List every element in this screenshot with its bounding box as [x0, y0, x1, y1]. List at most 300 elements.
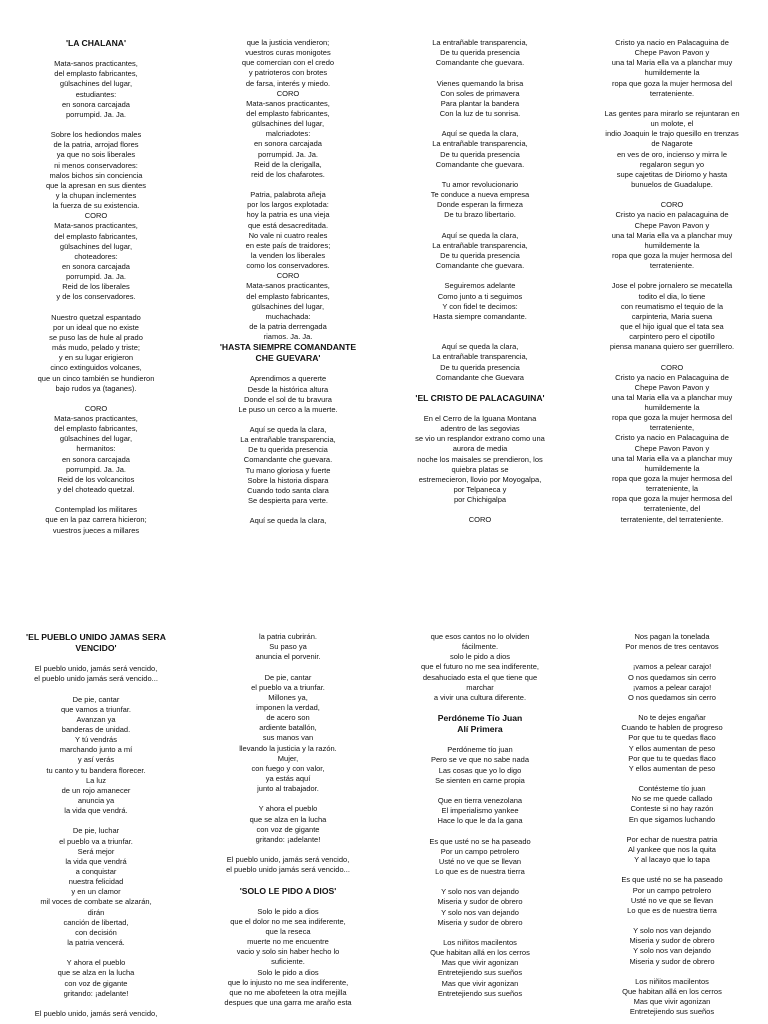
- lyric-line: ardiente batallón,: [259, 723, 317, 733]
- lyric-line: Miseria y sudor de obrero: [437, 897, 523, 907]
- lyric-line: De pie, cantar: [72, 694, 120, 704]
- stanza-gap: [392, 703, 568, 713]
- lyric-line: De tu querida presencia: [440, 362, 520, 372]
- lyric-line: Con soles de primavera: [440, 88, 520, 98]
- lyric-line: Y ahora el pueblo: [258, 804, 318, 814]
- lyric-line: Su paso ya: [269, 642, 307, 652]
- lyric-line: La luz: [85, 775, 106, 785]
- lyric-line: de farsa, interés y miedo.: [245, 78, 331, 88]
- lyric-line: muerte no me encuentre: [247, 937, 329, 947]
- lyric-line: CORO: [468, 515, 492, 525]
- column-8: [576, 632, 768, 1024]
- lyric-line: vuestros curas monigotes: [245, 48, 331, 58]
- lyric-line: Cuando todo santa clara: [247, 485, 329, 495]
- lyric-line: porrumpid. Ja. Ja.: [257, 149, 319, 159]
- lyric-line: desahuciado esta el que tiene que: [422, 672, 538, 682]
- lyric-line: el pueblo va a triunfar.: [59, 836, 133, 846]
- lyric-line: del emplasto fabricantes,: [54, 69, 138, 79]
- stanza-gap: [8, 999, 184, 1009]
- lyric-line: que se alza en la lucha: [249, 814, 327, 824]
- lyric-line: Y al lacayo que lo tapa: [634, 855, 710, 865]
- lyric-line: Te conduce a nueva empresa: [430, 190, 530, 200]
- lyric-line: adentro de las segovias: [440, 424, 520, 434]
- lyric-line: malcriadotes:: [265, 129, 311, 139]
- lyric-line: Por echar de nuestra patria: [626, 834, 718, 844]
- lyric-line: CORO: [84, 403, 108, 413]
- stanza-gap: [8, 394, 184, 404]
- lyric-line: Reid de la clerigalla,: [254, 159, 322, 169]
- lyric-line: Y solo nos van dejando: [441, 887, 519, 897]
- lyric-line: que un cinco también se hundieron: [37, 373, 155, 383]
- stanza-gap: [8, 495, 184, 505]
- stanza-gap: [584, 703, 760, 713]
- stanza-gap: [8, 654, 184, 664]
- lyric-line: que vamos a triunfar.: [60, 704, 132, 714]
- lyric-line: La entrañable transparencia,: [240, 435, 336, 445]
- lyric-line: Con la luz de tu sonrisa.: [439, 108, 521, 118]
- lyric-line: No vale ni cuatro reales: [248, 230, 328, 240]
- lyric-line: porrumpid. Ja. Ja.: [65, 464, 127, 474]
- lyric-line: ni menos conservadores:: [54, 160, 138, 170]
- lyric-line: Usté no ve que se llevan: [630, 895, 714, 905]
- stanza-gap: [8, 303, 184, 313]
- stanza-gap: [392, 383, 568, 393]
- stanza-gap: [200, 364, 376, 374]
- lyric-line: ¡vamos a pelear carajo!: [632, 662, 712, 672]
- lyric-line: el pueblo unido jamás será vencido...: [226, 865, 350, 875]
- stanza-gap: [392, 505, 568, 515]
- lyric-line: Mujer,: [277, 753, 299, 763]
- lyric-line: en sonora carcajada: [254, 139, 322, 149]
- lyric-line: Cristo ya nacio en palacaguina de: [615, 210, 729, 220]
- lyric-line: y de los conservadores.: [56, 292, 136, 302]
- lyric-line: Aprendimos a quererte: [249, 374, 327, 384]
- lyric-line: con fuego y con valor,: [251, 763, 325, 773]
- lyric-line: Patria, palabrota añeja: [250, 190, 326, 200]
- lyric-line: con reumatismo el tequio de la: [620, 301, 724, 311]
- lyric-line: por un ideal que no existe: [53, 322, 139, 332]
- lyric-line: que la reseca: [265, 926, 311, 936]
- lyric-line: Tu mano gloriosa y fuerte: [245, 465, 331, 475]
- lyric-line: Usté no ve que se llevan: [438, 856, 522, 866]
- lyric-line: la patria vencerá.: [67, 937, 125, 947]
- lyric-line: Y con fidel te decimos:: [442, 301, 518, 311]
- lyric-line: y patrioteros con brotes: [248, 68, 328, 78]
- stanza-gap: [584, 190, 760, 200]
- lyric-line: Los niñitos macilentos: [443, 937, 517, 947]
- lyric-line: terrateniente,: [649, 423, 695, 433]
- lyric-line: y la chupan inclementes: [55, 190, 137, 200]
- lyric-line: en sonora carcajada: [62, 99, 130, 109]
- lyric-line: terrateniente.: [649, 261, 695, 271]
- lyric-line: Donde el sol de tu bravura: [244, 394, 332, 404]
- lyric-line: Mas que vivir agonizan: [441, 978, 519, 988]
- song-title: [392, 713, 568, 735]
- lyric-line: por Telpaneca y: [453, 485, 507, 495]
- stanza-gap: [392, 786, 568, 796]
- lyric-line: terrateniente, la: [645, 484, 699, 494]
- lyric-line: Cristo ya nacio en Palacaguina de: [615, 38, 729, 47]
- lyric-line: la fuerza de su existencia.: [52, 201, 140, 211]
- lyric-line: gülsachines del lugar,: [59, 241, 133, 251]
- bottom-row: [0, 632, 768, 1024]
- lyric-line: De tu querida presencia: [440, 149, 520, 159]
- lyric-line: estremecieron, llovio por Moyogalpa,: [418, 474, 542, 484]
- lyric-line: Chepe Pavon Pavon y: [634, 48, 710, 58]
- lyric-line: Chepe Pavon Pavon y: [634, 382, 710, 392]
- lyric-line: muchachada:: [265, 311, 311, 321]
- lyric-line: carpinteria, Maria suena: [631, 311, 713, 321]
- lyric-line: Sobre los hediondos males: [50, 130, 142, 140]
- stanza-gap: [392, 332, 568, 342]
- song-title-line: 'SOLO LE PIDO A DIOS': [239, 885, 337, 896]
- lyric-line: con voz de gigante: [64, 978, 128, 988]
- lyric-line: supe cajetitas de Diriomo y hasta: [616, 169, 728, 179]
- lyric-line: Y tú vendrás: [75, 735, 117, 745]
- lyric-line: suficiente.: [271, 957, 305, 967]
- lyric-line: Al yankee que nos la quita: [628, 844, 716, 854]
- column-3: [384, 38, 576, 598]
- lyric-line: carpintero pero el cipotillo: [629, 332, 715, 342]
- lyric-line: que está desacreditada.: [247, 220, 329, 230]
- song-title: [200, 342, 376, 364]
- lyric-line: Cuando te hablen de progreso: [621, 723, 723, 733]
- song-title: [392, 393, 568, 404]
- lyric-line: CORO: [276, 271, 300, 281]
- lyric-line: hermanitos:: [76, 444, 116, 454]
- lyric-line: Avanzan ya: [76, 714, 116, 724]
- lyric-line: gülsachines del lugar,: [251, 119, 325, 129]
- column-4: [576, 38, 768, 598]
- lyric-line: mil voces de combate se alzarán,: [40, 897, 152, 907]
- lyric-line: en ves de oro, incienso y mirra le: [616, 149, 728, 159]
- lyric-line: De tu querida presencia: [440, 250, 520, 260]
- lyric-line: Se sienten en carne propia: [435, 775, 525, 785]
- lyric-line: todito el dia, lo tiene: [638, 291, 706, 301]
- lyric-line: humildemente la: [644, 68, 700, 78]
- lyric-line: Lo que es de nuestra tierra: [435, 866, 525, 876]
- lyric-line: un molote, el: [650, 119, 694, 129]
- lyric-line: como los conservadores.: [246, 261, 330, 271]
- lyric-line: Pero se ve que no sabe nada: [431, 755, 529, 765]
- lyric-line: Hasta siempre comandante.: [433, 311, 527, 321]
- lyric-line: vacio y solo sin haber hecho lo: [236, 947, 340, 957]
- lyric-line: que el futuro no me sea indiferente,: [421, 662, 539, 672]
- lyric-line: que se alza en la lucha: [57, 968, 135, 978]
- lyric-line: terrateniente.: [649, 88, 695, 98]
- lyric-line: con voz de gigante: [256, 824, 320, 834]
- lyric-line: terrateniente, del terrateniente.: [620, 514, 724, 524]
- lyric-line: La entrañable transparencia,: [432, 38, 528, 47]
- stanza-gap: [392, 170, 568, 180]
- lyric-line: Cristo ya nacio en Palacaguina de: [615, 433, 729, 443]
- lyric-line: O nos quedamos sin cerro: [628, 692, 716, 702]
- lyric-line: Es que usté no se ha paseado: [621, 875, 723, 885]
- lyric-line: malos bichos sin conciencia: [49, 170, 143, 180]
- lyric-line: Miseria y sudor de obrero: [629, 936, 715, 946]
- lyric-line: indio Joaquin le trajo quesillo en trenzas: [605, 129, 739, 139]
- song-title-line: Perdóneme Tío Juan: [437, 713, 523, 724]
- lyric-line: del emplasto fabricantes,: [246, 108, 330, 118]
- lyric-line: ropa que goza la mujer hermosa del: [611, 494, 733, 504]
- lyric-line: llevando la justicia y la razón.: [239, 743, 337, 753]
- lyric-line: La entrañable transparencia,: [432, 240, 528, 250]
- lyric-line: Como junto a ti seguimos: [437, 291, 523, 301]
- lyric-line: banderas de unidad.: [61, 724, 131, 734]
- lyric-line: Entretejiendo sus sueños: [629, 1007, 715, 1017]
- stanza-gap: [200, 180, 376, 190]
- lyric-line: CORO: [276, 88, 300, 98]
- lyric-line: quiebra platas se: [451, 464, 509, 474]
- lyric-line: Hace lo que le da la gana: [437, 816, 523, 826]
- stanza-gap: [392, 271, 568, 281]
- lyric-line: bajo rudos ya (taganes).: [55, 383, 137, 393]
- song-title-line: CHE GUEVARA': [255, 353, 321, 364]
- lyric-line: El imperialismo yankee: [441, 806, 519, 816]
- lyric-line: ya que no sois liberales: [56, 150, 136, 160]
- lyric-line: Reid de los volcancitos: [57, 474, 135, 484]
- lyric-line: por Chichigalpa: [453, 495, 507, 505]
- lyric-line: Reid de los liberales: [62, 282, 130, 292]
- lyric-line: Solo le pido a dios: [257, 967, 319, 977]
- lyric-line: humildemente la: [644, 463, 700, 473]
- lyric-line: ropa que goza la mujer hermosa del: [611, 78, 733, 88]
- lyric-line: ropa que goza la mujer hermosa del: [611, 413, 733, 423]
- lyric-line: Chepe Pavon Pavon y: [634, 443, 710, 453]
- lyric-line: vuestros jueces a millares: [52, 525, 140, 535]
- song-title-line: 'LA CHALANA': [65, 38, 127, 48]
- lyric-line: que lo injusto no me sea indiferente,: [227, 977, 349, 987]
- lyric-line: De tu querida presencia: [248, 445, 328, 455]
- column-2: [192, 38, 384, 598]
- lyric-line: gülsachines del lugar,: [59, 434, 133, 444]
- lyric-line: hoy la patria es una vieja: [246, 210, 330, 220]
- column-5: [0, 632, 192, 1024]
- song-title: [8, 632, 184, 654]
- lyric-line: De pie, cantar: [264, 672, 312, 682]
- lyric-line: Aquí se queda la clara,: [249, 516, 327, 526]
- lyric-line: Chepe Pavon Pavon y: [634, 220, 710, 230]
- lyric-line: y en su lugar erigieron: [58, 353, 134, 363]
- lyric-line: el pueblo unido jamás será vencido...: [34, 674, 158, 684]
- lyric-line: regalaron segun yo: [639, 159, 705, 169]
- lyric-line: ya estás aquí: [265, 773, 311, 783]
- lyric-line: Perdóneme tío juan: [447, 745, 513, 755]
- lyric-line: choteadores:: [74, 251, 118, 261]
- lyric-line: Por que tu te quedas flaco: [628, 753, 716, 763]
- lyric-line: La entrañable transparencia,: [432, 352, 528, 362]
- lyric-line: Aquí se queda la clara,: [441, 230, 519, 240]
- lyric-line: de la patria, arrojad flores: [53, 140, 139, 150]
- lyric-line: Por un campo petrolero: [440, 846, 520, 856]
- lyric-line: Nuestro quetzal espantado: [51, 312, 141, 322]
- lyric-line: y del choteado quetzal.: [57, 485, 135, 495]
- song-title-line: Alí Primera: [457, 724, 503, 735]
- lyric-line: Miseria y sudor de obrero: [437, 917, 523, 927]
- song-title-line: 'EL CRISTO DE PALACAGUINA': [415, 392, 545, 403]
- lyric-line: Comandante che guevara.: [243, 455, 333, 465]
- lyric-line: Que en tierra venezolana: [437, 795, 523, 805]
- lyric-line: Nos pagan la tonelada: [634, 632, 710, 641]
- lyric-line: una tal Maria ella va a planchar muy: [611, 392, 733, 402]
- lyric-line: humildemente la: [644, 403, 700, 413]
- lyric-line: Tu amor revolucionario: [441, 179, 519, 189]
- lyric-line: bunuelos de Guadalupe.: [631, 179, 713, 189]
- lyric-line: reid de los chafarotes.: [251, 169, 325, 179]
- lyric-line: El pueblo unido, jamás será vencido,: [34, 664, 158, 674]
- lyric-line: porrumpid. Ja. Ja.: [65, 272, 127, 282]
- lyric-line: una tal Maria ella va a planchar muy: [611, 58, 733, 68]
- lyric-line: Le puso un cerco a la muerte.: [238, 404, 338, 414]
- stanza-gap: [584, 352, 760, 362]
- lyric-line: en sonora carcajada: [62, 454, 130, 464]
- lyric-line: Por que tu te quedas flaco: [628, 733, 716, 743]
- stanza-gap: [392, 221, 568, 231]
- lyric-line: marchar: [466, 682, 494, 692]
- lyric-line: gülsachines del lugar,: [59, 79, 133, 89]
- lyric-line: se puso las de hule al prado: [49, 332, 143, 342]
- lyric-line: la venden los liberales: [250, 250, 326, 260]
- stanza-gap: [584, 916, 760, 926]
- lyric-line: Entretejiendo sus sueños: [437, 988, 523, 998]
- lyric-line: Las cosas que yo lo digo: [438, 765, 522, 775]
- lyric-line: Aquí se queda la clara,: [441, 342, 519, 352]
- lyric-line: Y solo nos van dejando: [633, 926, 711, 936]
- lyric-line: Mata-sanos practicantes,: [246, 281, 330, 291]
- stanza-gap: [392, 877, 568, 887]
- lyric-line: De pie, luchar: [72, 826, 120, 836]
- lyric-line: anuncia el porvenir.: [255, 652, 321, 662]
- lyric-line: aurora de media: [452, 444, 508, 454]
- lyric-line: en este país de traidores;: [245, 240, 331, 250]
- lyric-line: Lo que es de nuestra tierra: [627, 905, 717, 915]
- lyric-line: el pueblo va a triunfar.: [251, 682, 325, 692]
- lyric-line: CORO: [660, 200, 684, 210]
- lyric-line: solo le pido a dios: [449, 652, 511, 662]
- lyric-line: con decisión: [75, 927, 117, 937]
- lyric-line: piensa manana quiero ser guerrillero.: [609, 342, 735, 352]
- lyric-line: que comercian con el credo: [241, 58, 335, 68]
- lyric-line: noche los maisales se prendieron, los: [417, 454, 543, 464]
- lyric-line: Comandante che guevara.: [435, 261, 525, 271]
- lyric-line: estudiantes:: [75, 89, 117, 99]
- lyric-line: En que sigamos luchando: [628, 814, 716, 824]
- lyric-line: una tal Maria ella va a planchar muy: [611, 230, 733, 240]
- lyric-line: Para plantar la bandera: [440, 98, 520, 108]
- lyric-line: La entrañable transparencia,: [432, 139, 528, 149]
- lyric-line: junto al trabajador.: [257, 784, 319, 794]
- lyric-line: ropa que goza la mujer hermosa del: [611, 250, 733, 260]
- lyric-line: de acero son: [266, 713, 310, 723]
- lyric-line: CORO: [84, 211, 108, 221]
- lyric-line: O nos quedamos sin cerro: [628, 672, 716, 682]
- lyric-line: No te dejes engañar: [638, 713, 706, 723]
- stanza-gap: [392, 119, 568, 129]
- lyric-line: más mudo, pelado y triste;: [52, 343, 140, 353]
- lyric-line: El pueblo unido, jamás será vencido,: [34, 1008, 158, 1018]
- lyric-line: ropa que goza la mujer hermosa del: [611, 474, 733, 484]
- lyric-line: Es que usté no se ha paseado: [429, 836, 531, 846]
- lyric-line: Contemplad los militares: [54, 505, 138, 515]
- lyric-line: gülsachines del lugar,: [251, 301, 325, 311]
- stanza-gap: [200, 875, 376, 885]
- song-title-line: VENCIDO': [75, 643, 117, 653]
- lyric-line: imponen la verdad,: [256, 702, 320, 712]
- lyric-line: Mata-sanos practicantes,: [246, 98, 330, 108]
- stanza-gap: [8, 816, 184, 826]
- lyric-line: Cristo ya nacio en Palacaguina de: [615, 372, 729, 382]
- lyric-line: anuncia ya: [77, 795, 115, 805]
- lyric-line: de Nagarote: [651, 139, 693, 149]
- lyric-line: una tal Maria ella va a planchar muy: [611, 453, 733, 463]
- stanza-gap: [8, 948, 184, 958]
- song-title: [8, 38, 184, 49]
- lyric-line: No se me quede callado: [631, 794, 713, 804]
- lyric-line: fácilmente.: [461, 642, 499, 652]
- stanza-gap: [8, 684, 184, 694]
- stanza-gap: [584, 825, 760, 835]
- column-1: [0, 38, 192, 598]
- lyric-line: Mata-sanos practicantes,: [54, 414, 138, 424]
- lyric-line: Que habitan allá en los cerros: [430, 948, 530, 958]
- song-title: [200, 886, 376, 897]
- lyric-line: Y ellos aumentan de peso: [628, 763, 716, 773]
- lyric-line: y en un clamor: [71, 887, 121, 897]
- top-row: [0, 38, 768, 598]
- lyric-line: dirán: [87, 907, 105, 917]
- lyric-line: tu canto y tu bandera florecer.: [46, 765, 146, 775]
- lyric-line: la vida que vendrá: [65, 856, 127, 866]
- lyric-line: que no me abofeteen la otra mejilla: [229, 987, 347, 997]
- lyric-line: que el hijo igual que el tata sea: [620, 321, 724, 331]
- stanza-gap: [584, 652, 760, 662]
- lyric-line: Por menos de tres centavos: [625, 642, 719, 652]
- lyric-line: CORO: [660, 362, 684, 372]
- stanza-gap: [8, 120, 184, 130]
- lyric-line: del emplasto fabricantes,: [246, 291, 330, 301]
- lyric-line: porrumpid. Ja. Ja.: [65, 109, 127, 119]
- stanza-gap: [584, 99, 760, 109]
- stanza-gap: [200, 794, 376, 804]
- lyric-line: Entretejiendo sus sueños: [437, 968, 523, 978]
- lyric-line: marchando junto a mí: [59, 745, 133, 755]
- lyric-line: Sobre la historia dispara: [247, 475, 329, 485]
- lyric-line: en sonora carcajada: [62, 261, 130, 271]
- lyric-line: Mata-sanos practicantes,: [54, 59, 138, 69]
- lyric-line: a vivir una cultura diferente.: [433, 692, 527, 702]
- lyric-line: riamos. Ja. Ja.: [263, 332, 313, 342]
- lyric-line: humildemente la: [644, 240, 700, 250]
- lyric-line: la patria cubrirán.: [259, 632, 317, 641]
- stanza-gap: [584, 774, 760, 784]
- column-6: [192, 632, 384, 1024]
- lyric-line: Se despierta para verte.: [247, 496, 329, 506]
- column-7: [384, 632, 576, 1024]
- lyric-line: Donde esperan la firmeza: [437, 200, 523, 210]
- lyric-line: Que habitan allá en los cerros: [622, 986, 722, 996]
- lyric-line: Mas que vivir agonizan: [441, 958, 519, 968]
- lyric-line: De tu brazo libertario.: [444, 210, 516, 220]
- lyric-line: por los largos explotada:: [247, 200, 329, 210]
- lyric-line: gritando: ¡adelante!: [63, 988, 129, 998]
- stanza-gap: [584, 865, 760, 875]
- lyric-line: Y ellos aumentan de peso: [628, 743, 716, 753]
- lyric-line: Comandante che Guevara: [436, 372, 524, 382]
- lyric-line: que la apresan en sus dientes: [45, 180, 147, 190]
- lyric-line: Aquí se queda la clara,: [441, 129, 519, 139]
- lyric-line: El pueblo unido, jamás será vencido,: [226, 855, 350, 865]
- lyric-line: Solo le pido a dios: [257, 906, 319, 916]
